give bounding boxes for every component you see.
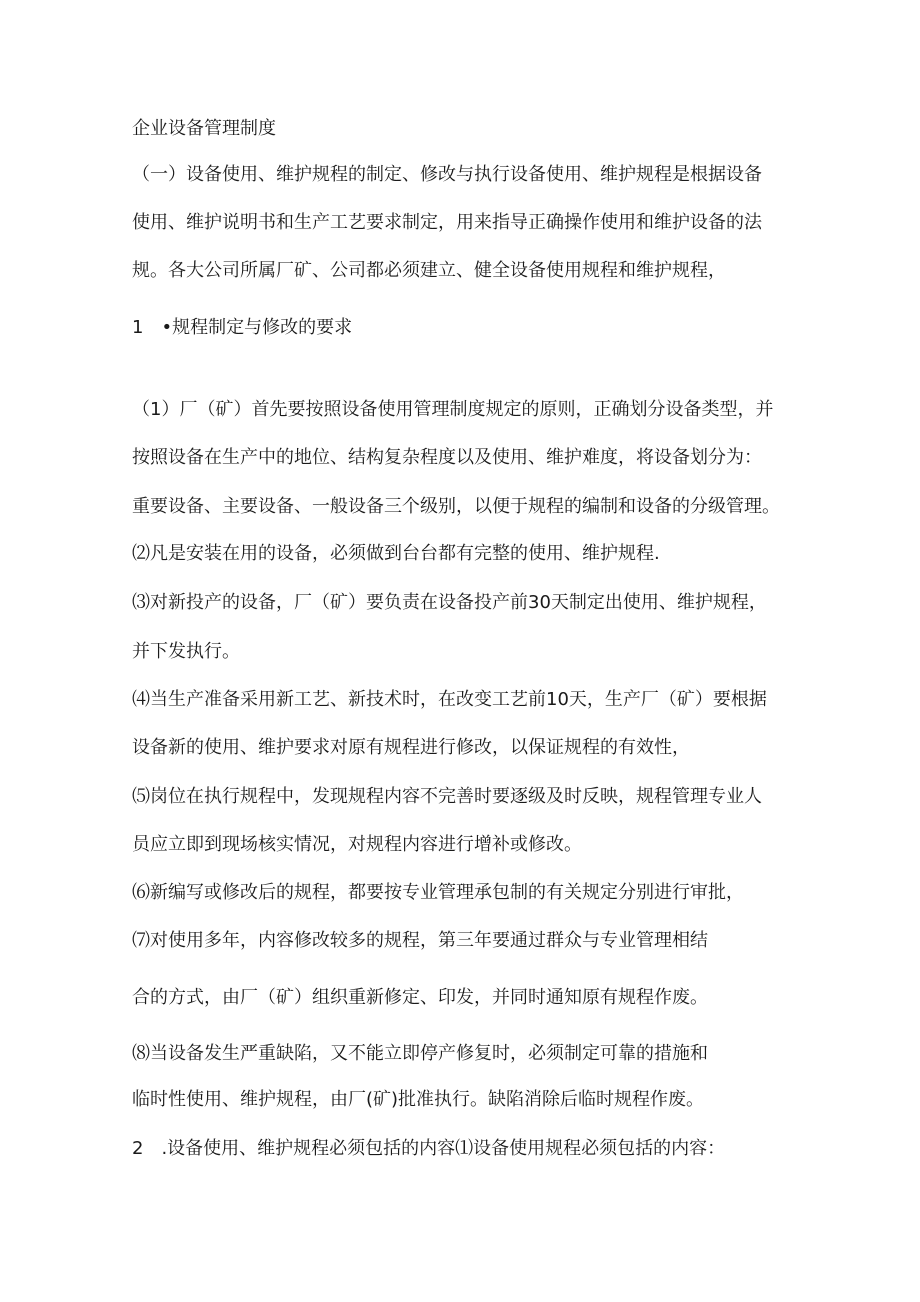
- section-heading: 2 .设备使用、维护规程必须包括的内容⑴设备使用规程必须包括的内容：: [132, 1138, 726, 1159]
- text-line: 并下发执行。: [132, 641, 240, 662]
- text-line: ⑹新编写或修改后的规程，都要按专业管理承包制的有关规定分别进行审批，: [132, 882, 744, 903]
- text-line: 规。各大公司所属厂矿、公司都必须建立、健全设备使用规程和维护规程，: [132, 260, 726, 281]
- text-line: 重要设备、主要设备、一般设备三个级别，以便于规程的编制和设备的分级管理。: [132, 496, 780, 517]
- text-line: ⑷当生产准备采用新工艺、新技术时，在改变工艺前10天，生产厂（矿）要根据: [132, 689, 767, 710]
- text-line: 员应立即到现场核实情况，对规程内容进行增补或修改。: [132, 834, 582, 855]
- text-line: ⑺对使用多年，内容修改较多的规程，第三年要通过群众与专业管理相结: [132, 930, 708, 951]
- text-line: 合的方式，由厂（矿）组织重新修定、印发，并同时通知原有规程作废。: [132, 987, 708, 1008]
- section-heading: 1 •规程制定与修改的要求: [132, 317, 353, 338]
- text-line: （1）厂（矿）首先要按照设备使用管理制度规定的原则，正确划分设备类型，并: [132, 399, 774, 420]
- text-line: ⑶对新投产的设备，厂（矿）要负责在设备投产前30天制定出使用、维护规程，: [132, 592, 767, 613]
- text-line: 临时性使用、维护规程，由厂(矿)批准执行。缺陷消除后临时规程作废。: [132, 1089, 705, 1110]
- text-line: 设备新的使用、维护要求对原有规程进行修改，以保证规程的有效性，: [132, 737, 690, 758]
- document-title: 企业设备管理制度: [132, 118, 276, 139]
- text-line: （一）设备使用、维护规程的制定、修改与执行设备使用、维护规程是根据设备: [132, 164, 762, 185]
- text-line: ⑵凡是安装在用的设备，必须做到台台都有完整的使用、维护规程.: [132, 543, 660, 564]
- text-line: 按照设备在生产中的地位、结构复杂程度以及使用、维护难度，将设备划分为：: [132, 447, 762, 468]
- text-line: ⑻当设备发生严重缺陷，又不能立即停产修复时，必须制定可靠的措施和: [132, 1043, 708, 1064]
- text-line: 使用、维护说明书和生产工艺要求制定，用来指导正确操作使用和维护设备的法: [132, 212, 762, 233]
- text-line: ⑸岗位在执行规程中，发现规程内容不完善时要逐级及时反映，规程管理专业人: [132, 786, 762, 807]
